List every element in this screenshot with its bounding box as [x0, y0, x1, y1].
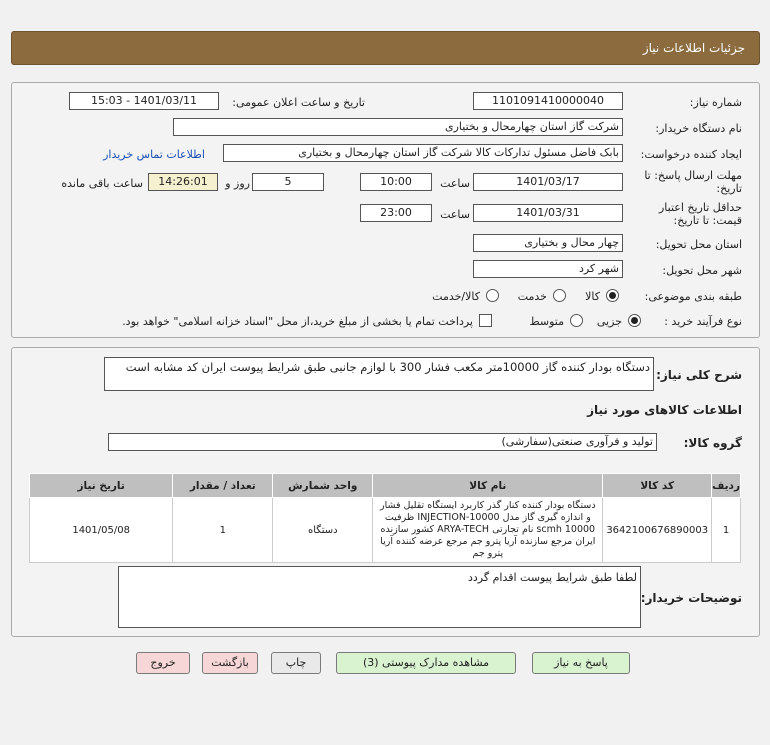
process-minor-label: جزیی	[596, 315, 622, 328]
remaining-time-field: 14:26:01	[148, 173, 218, 191]
goods-table	[29, 473, 741, 563]
deadline-time-field: 10:00	[360, 173, 432, 191]
goods-group-field: تولید و فرآوری صنعتی(سفارشی)	[108, 433, 657, 451]
category-goods-label: کالا	[585, 290, 600, 303]
cell-date: 1401/05/08	[30, 498, 173, 563]
province-field: چهار محال و بختیاری	[473, 234, 623, 252]
city-label: شهر محل تحویل:	[662, 264, 742, 277]
buyer-contact-link[interactable]: اطلاعات تماس خریدار	[103, 148, 205, 161]
requester-field: بابک فاضل مسئول تداركات كالا شرکت گاز استان چهارمحال و بختیاری	[223, 144, 623, 162]
col-qty: تعداد / مقدار	[173, 474, 273, 498]
process-label: نوع فرآیند خرید :	[664, 315, 742, 328]
validity-date-field: 1401/03/31	[473, 204, 623, 222]
requester-label: ایجاد کننده درخواست:	[640, 148, 742, 161]
col-unit: واحد شمارش	[273, 474, 373, 498]
province-label: استان محل تحویل:	[655, 238, 742, 251]
deadline-label-date: تاریخ:	[716, 182, 742, 195]
col-name: نام کالا	[373, 474, 603, 498]
remaining-time-label: ساعت باقی مانده	[61, 177, 143, 190]
view-documents-button[interactable]: مشاهده مدارک پیوستی (3)	[336, 652, 516, 674]
category-goods-service-radio[interactable]	[486, 289, 499, 302]
validity-label-date: قیمت: تا تاریخ:	[673, 214, 742, 227]
treasury-note: پرداخت تمام یا بخشی از مبلغ خرید،از محل "اسناد خزانه اسلامی" خواهد بود.	[122, 315, 473, 328]
cell-code: 3642100676890003	[603, 498, 712, 563]
process-medium-label: متوسط	[529, 315, 564, 328]
announce-date-field: 1401/03/11 - 15:03	[69, 92, 219, 110]
buyer-notes-field: لطفا طبق شرایط پیوست اقدام گردد	[118, 566, 641, 628]
need-number-label: شماره نیاز:	[689, 96, 742, 109]
col-date: تاریخ نیاز	[30, 474, 173, 498]
summary-field: دستگاه بودار کننده گاز 10000متر مکعب فشار 300 با لوازم جانبی طبق شرایط پیوست ایران کد مشابه است	[104, 357, 654, 391]
summary-label: شرح کلی نیاز:	[656, 368, 742, 382]
category-service-radio[interactable]	[553, 289, 566, 302]
print-button[interactable]: چاپ	[271, 652, 321, 674]
validity-time-label: ساعت	[440, 208, 470, 221]
validity-label: حداقل تاریخ اعتبار	[658, 201, 742, 214]
category-goods-radio[interactable]	[606, 289, 619, 302]
city-field: شهر کرد	[473, 260, 623, 278]
buyer-org-field: شرکت گاز استان چهارمحال و بختیاری	[173, 118, 623, 136]
process-medium-radio[interactable]	[570, 314, 583, 327]
back-button[interactable]: بازگشت	[202, 652, 258, 674]
reply-button[interactable]: پاسخ به نیاز	[532, 652, 630, 674]
exit-button[interactable]: خروج	[136, 652, 190, 674]
goods-group-label: گروه کالا:	[683, 436, 742, 450]
deadline-label: مهلت ارسال پاسخ: تا	[644, 169, 742, 182]
category-goods-service-label: کالا/خدمت	[432, 290, 480, 303]
col-row: ردیف	[712, 474, 741, 498]
cell-name: دستگاه بودار کننده کنار گذر کاربرد ایستگاه تقلیل فشار و اندازه گیری گاز مدل INJECTION-10000 ظرفیت scmh 10000 نام تجارتی ARYA-TECH کشور سازنده ایران مرجع سازنده آریا پترو جم مرجع عرضه کننده آریا پترو جم	[373, 498, 603, 563]
need-number-field: 1101091410000040	[473, 92, 623, 110]
days-remaining-field: 5	[252, 173, 324, 191]
page-title: جزئیات اطلاعات نیاز	[642, 41, 745, 55]
buyer-notes-label: توضیحات خریدار:	[640, 591, 742, 605]
cell-row: 1	[712, 498, 741, 563]
goods-table-header	[30, 474, 741, 498]
process-minor-radio[interactable]	[628, 314, 641, 327]
deadline-time-label: ساعت	[440, 177, 470, 190]
page-header	[11, 31, 760, 65]
category-service-label: خدمت	[517, 290, 547, 303]
table-row	[30, 498, 741, 563]
deadline-date-field: 1401/03/17	[473, 173, 623, 191]
days-label: روز و	[225, 177, 250, 190]
col-code: کد کالا	[603, 474, 712, 498]
treasury-checkbox[interactable]	[479, 314, 492, 327]
cell-qty: 1	[173, 498, 273, 563]
goods-section-title: اطلاعات کالاهای مورد نیاز	[587, 403, 742, 417]
buyer-org-label: نام دستگاه خریدار:	[655, 122, 742, 135]
cell-unit: دستگاه	[273, 498, 373, 563]
category-label: طبقه بندی موضوعی:	[644, 290, 742, 303]
announce-date-label: تاریخ و ساعت اعلان عمومی:	[232, 96, 365, 109]
validity-time-field: 23:00	[360, 204, 432, 222]
